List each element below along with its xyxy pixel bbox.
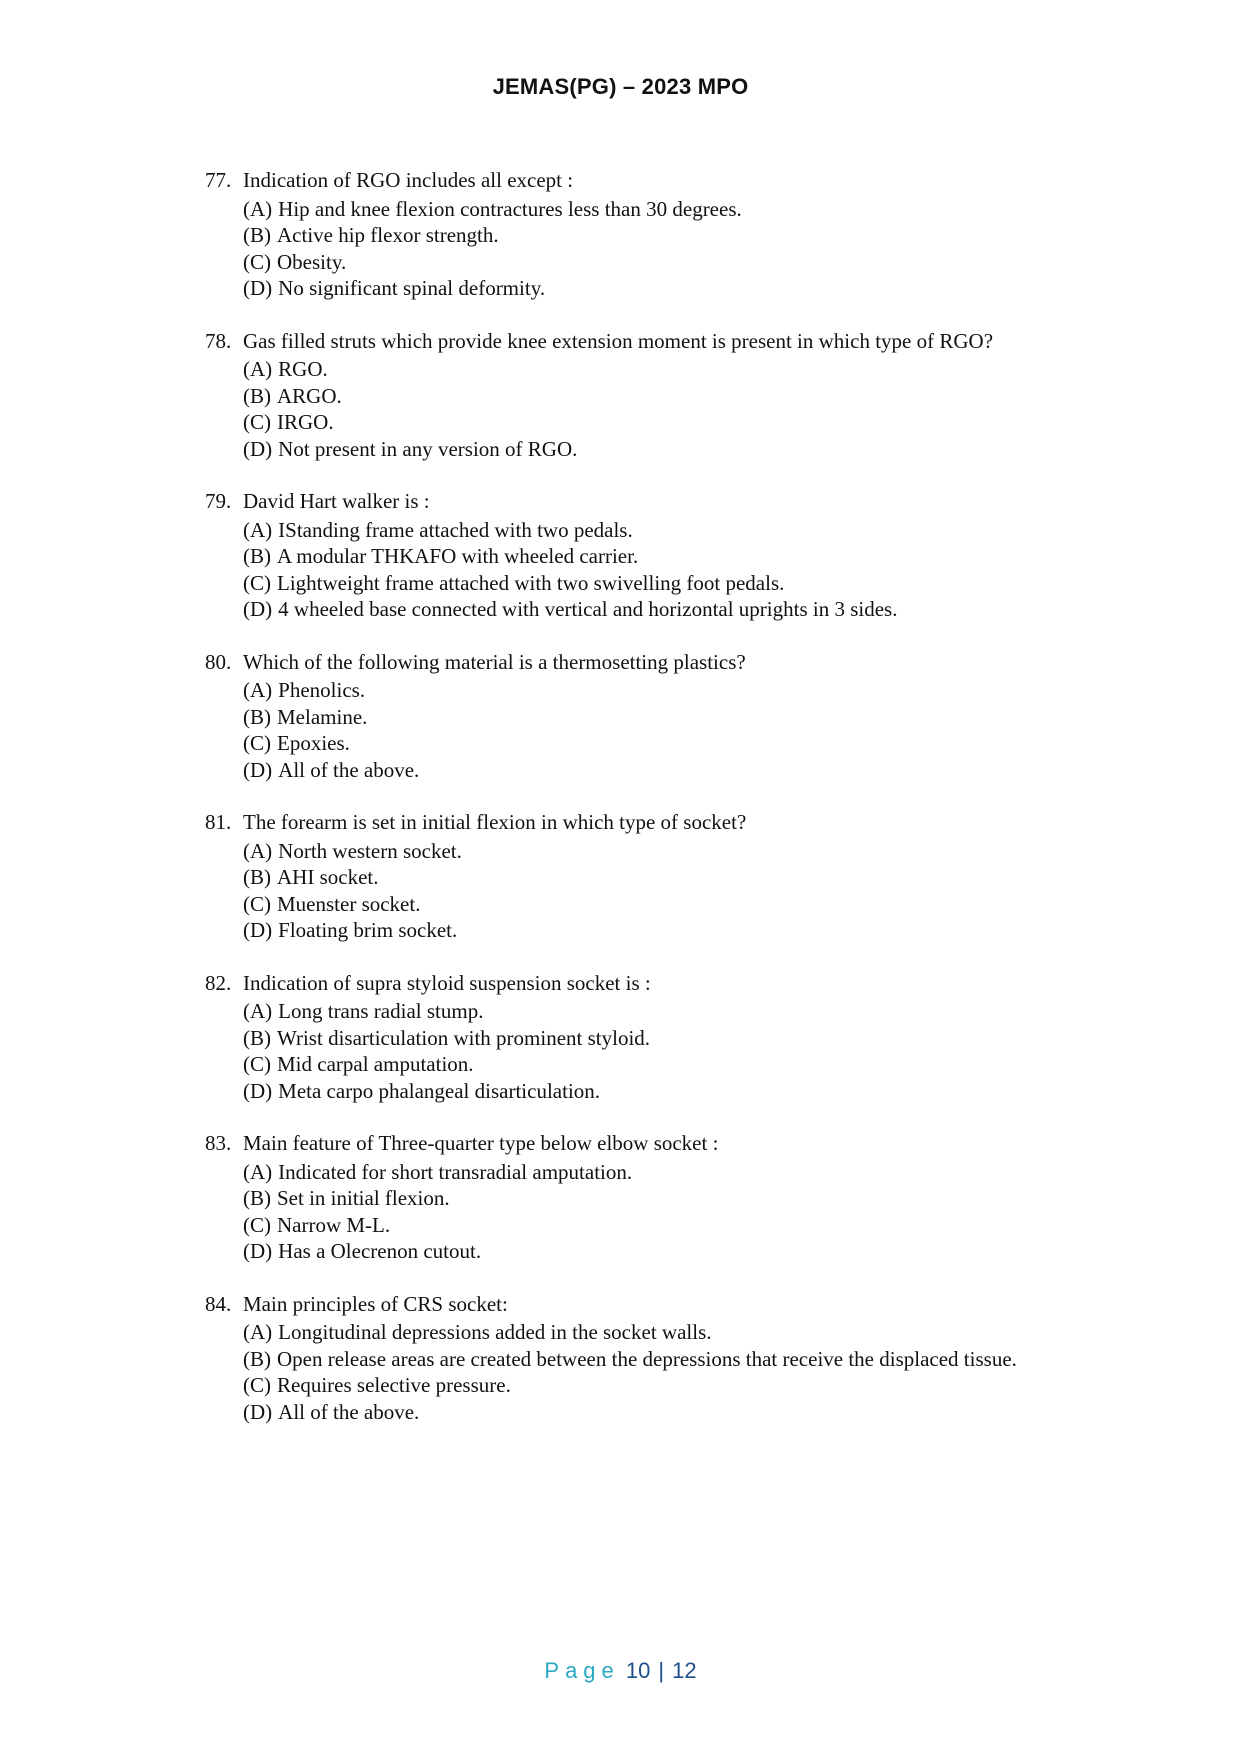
option-item [243,1238,1055,1265]
option-label: (D) [243,1078,273,1103]
question-number: 78. [205,328,232,353]
option-item [243,222,1055,249]
option-item [243,1185,1055,1212]
question-stem [205,488,1055,515]
option-text: Set in initial flexion. [277,1186,450,1210]
option-item [243,570,1055,597]
current-page-number: 10 [625,1658,651,1683]
option-text: IRGO. [277,410,334,434]
question-stem [205,970,1055,997]
option-label: (A) [243,1159,273,1184]
option-item [243,838,1055,865]
option-label: (C) [243,1212,271,1237]
option-label: (C) [243,410,271,434]
question-text: Indication of supra styloid suspension socket is : [243,970,651,995]
option-item [243,998,1055,1025]
option-list [243,998,1055,1104]
option-list [243,356,1055,462]
option-text: Floating brim socket. [278,918,458,942]
option-text: ARGO. [277,383,342,408]
option-label: (D) [243,918,273,942]
option-item [243,1399,1055,1426]
option-list [243,677,1055,783]
option-item [243,1051,1055,1078]
option-text: All of the above. [278,757,420,782]
option-label: (C) [243,1373,271,1397]
question-text: Gas filled struts which provide knee extension moment is present in which type of RGO? [243,328,994,353]
option-text: Hip and knee flexion contractures less than 30 degrees. [278,196,742,221]
option-label: (D) [243,757,273,782]
question-stem [205,328,1055,355]
question-text: Main principles of CRS socket: [243,1291,508,1316]
option-text: Has a Olecrenon cutout. [278,1239,482,1263]
question-number: 81. [205,810,232,834]
option-text: Wrist disarticulation with prominent styloid. [277,1025,651,1050]
option-item [243,409,1055,436]
option-list [243,517,1055,623]
option-text: Epoxies. [277,731,350,755]
question-list [205,167,1055,1451]
page-separator: | [658,1658,665,1683]
question-stem [205,649,1055,676]
option-text: Melamine. [277,704,368,729]
option-item [243,704,1055,731]
option-text: Meta carpo phalangeal disarticulation. [278,1078,601,1103]
question-number: 79. [205,489,232,513]
question-number: 77. [205,168,232,192]
option-text: Not present in any version of RGO. [278,436,578,461]
option-item [243,436,1055,463]
question-item [205,809,1055,944]
option-label: (B) [243,1025,271,1050]
option-label: (D) [243,436,273,461]
option-list [243,1319,1055,1425]
option-text: Phenolics. [278,678,366,702]
option-item [243,917,1055,944]
page-footer [0,1658,1241,1684]
question-stem [205,167,1055,194]
option-item [243,757,1055,784]
option-item [243,677,1055,704]
option-item [243,275,1055,302]
question-stem [205,1291,1055,1318]
option-text: Long trans radial stump. [278,999,484,1023]
option-item [243,596,1055,623]
option-item [243,517,1055,544]
option-text: Requires selective pressure. [277,1373,511,1397]
question-number: 80. [205,649,232,674]
question-number: 83. [205,1131,232,1155]
question-text: Which of the following material is a thermosetting plastics? [243,649,746,674]
option-text: Obesity. [277,249,347,274]
question-item [205,328,1055,463]
question-text: Indication of RGO includes all except : [243,168,574,192]
question-item [205,1291,1055,1426]
option-item [243,383,1055,410]
option-label: (A) [243,357,273,381]
option-text: 4 wheeled base connected with vertical and horizontal uprights in 3 sides. [278,597,898,621]
option-item [243,864,1055,891]
option-label: (A) [243,678,273,702]
option-text: RGO. [278,357,328,381]
option-item [243,1212,1055,1239]
option-label: (C) [243,891,271,916]
option-text: Active hip flexor strength. [277,223,499,247]
option-text: Narrow M-L. [277,1212,391,1237]
question-stem [205,809,1055,836]
option-label: (B) [243,383,271,408]
question-item [205,167,1055,302]
option-item [243,543,1055,570]
option-label: (C) [243,1052,271,1076]
option-label: (B) [243,1346,271,1371]
option-text: Lightweight frame attached with two swivelling foot pedals. [277,570,785,595]
question-item [205,649,1055,784]
option-label: (B) [243,1186,271,1210]
option-item [243,196,1055,223]
question-item [205,970,1055,1105]
option-item [243,1159,1055,1186]
option-text: AHI socket. [277,865,379,889]
option-label: (C) [243,249,271,274]
option-text: IStanding frame attached with two pedals. [278,517,633,542]
option-item [243,1372,1055,1399]
option-item [243,356,1055,383]
option-list [243,838,1055,944]
option-text: Mid carpal amputation. [277,1052,474,1076]
option-item [243,249,1055,276]
question-stem [205,1130,1055,1157]
option-list [243,1159,1055,1265]
exam-title: JEMAS(PG) – 2023 MPO [492,74,749,99]
page-word: Page [544,1658,620,1683]
question-item [205,1130,1055,1265]
option-label: (A) [243,999,273,1023]
option-item [243,1319,1055,1346]
total-pages-number: 12 [672,1658,697,1683]
question-number: 82. [205,970,232,995]
option-item [243,1025,1055,1052]
option-text: Indicated for short transradial amputation. [278,1159,633,1184]
option-label: (A) [243,196,273,221]
page-header [0,74,1241,100]
option-label: (C) [243,570,271,595]
option-list [243,196,1055,302]
option-item [243,891,1055,918]
option-text: No significant spinal deformity. [278,276,546,300]
option-item [243,730,1055,757]
option-label: (D) [243,1239,273,1263]
option-label: (D) [243,276,273,300]
question-text: Main feature of Three-quarter type below elbow socket : [243,1131,719,1155]
option-label: (D) [243,1399,273,1424]
option-label: (C) [243,731,271,755]
option-item [243,1346,1055,1373]
option-item [243,1078,1055,1105]
question-number: 84. [205,1291,232,1316]
option-label: (D) [243,597,273,621]
option-label: (A) [243,517,273,542]
option-label: (B) [243,704,271,729]
option-label: (A) [243,1320,273,1344]
option-text: All of the above. [278,1399,420,1424]
question-item [205,488,1055,623]
question-text: The forearm is set in initial flexion in which type of socket? [243,810,747,834]
option-text: North western socket. [278,838,462,863]
option-label: (B) [243,223,271,247]
question-text: David Hart walker is : [243,489,430,513]
option-text: Muenster socket. [277,891,421,916]
option-text: A modular THKAFO with wheeled carrier. [277,544,639,568]
option-label: (B) [243,865,271,889]
option-label: (B) [243,544,271,568]
option-text: Open release areas are created between the depressions that receive the displaced tissue. [277,1346,1017,1371]
option-text: Longitudinal depressions added in the socket walls. [278,1320,712,1344]
option-label: (A) [243,838,273,863]
